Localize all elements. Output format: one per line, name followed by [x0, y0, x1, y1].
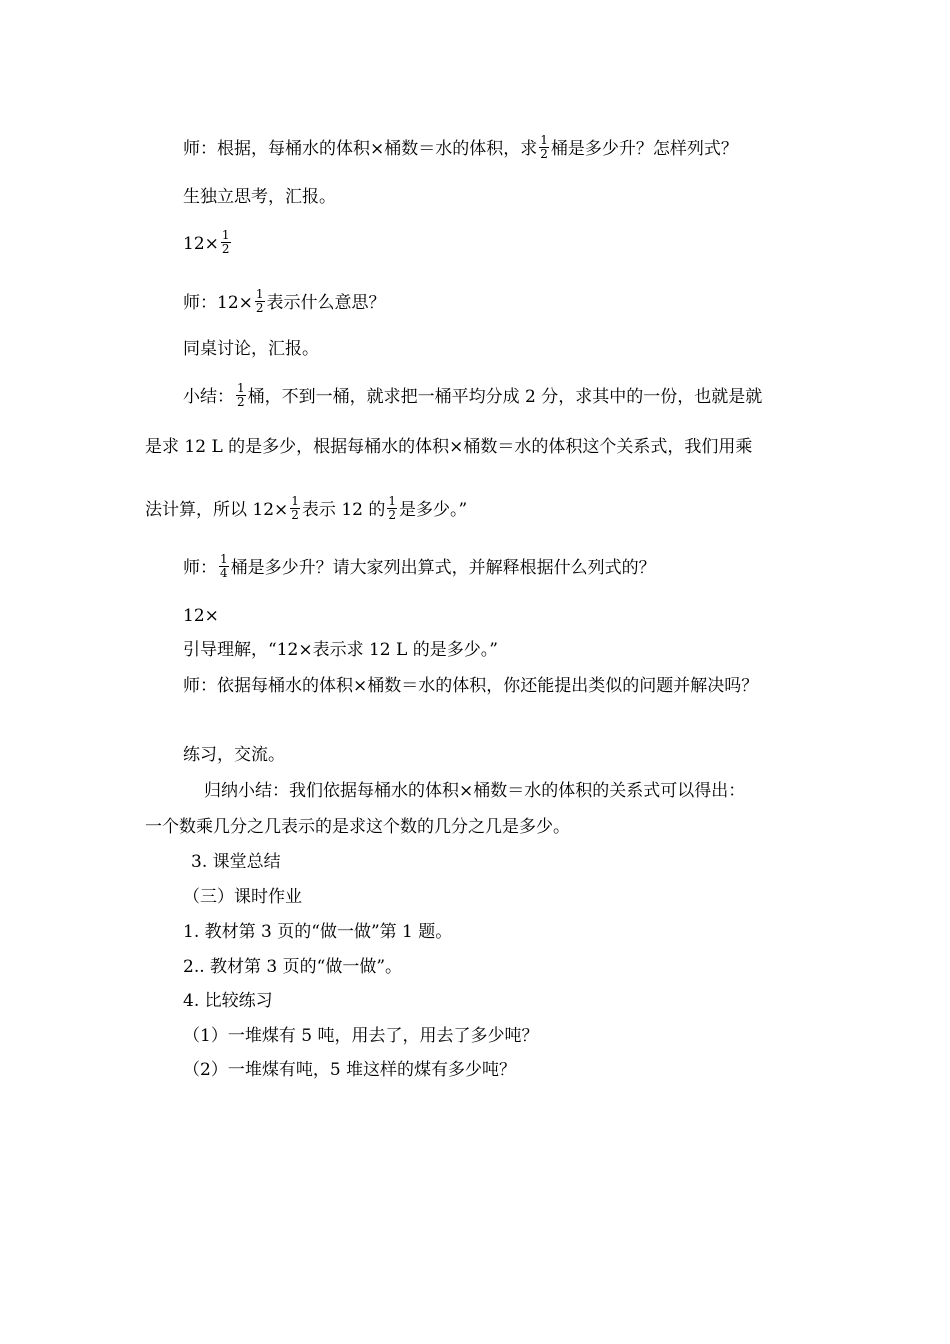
- section-heading-homework: （三）课时作业: [183, 887, 302, 907]
- paragraph-teacher-question-1: [183, 133, 738, 163]
- paragraph-summary-end: [145, 494, 468, 524]
- practice-question-2: （2）一堆煤有吨，5 堆这样的煤有多少吨？: [183, 1060, 517, 1080]
- text-segment: 桶是多少升？怎样列式？: [550, 139, 738, 159]
- text-segment: 是多少。”: [399, 500, 468, 520]
- fraction-numerator: 1: [255, 287, 264, 301]
- fraction-denominator: 2: [237, 395, 245, 409]
- section-heading-summary: 3. 课堂总结: [191, 852, 281, 872]
- fraction-numerator: 1: [388, 494, 397, 508]
- fraction-one-half: [236, 382, 246, 409]
- text-segment: 表示 12 的: [301, 500, 386, 520]
- fraction-one-half: [387, 495, 397, 522]
- paragraph-expression-2: 12×: [183, 606, 219, 626]
- fraction-one-half: [290, 495, 300, 522]
- homework-item-1: 1. 教材第 3 页的“做一做”第 1 题。: [183, 922, 453, 942]
- paragraph-summary: [183, 381, 763, 411]
- paragraph-guide: 引导理解，“12×表示求 12 L 的是多少。”: [183, 640, 498, 660]
- paragraph-teacher-question-4: 师：依据每桶水的体积×桶数＝水的体积，你还能提出类似的问题并解决吗？: [183, 676, 759, 696]
- fraction-denominator: 2: [221, 242, 230, 256]
- paragraph-discussion: 同桌讨论，汇报。: [183, 339, 319, 359]
- paragraph-practice: 练习，交流。: [183, 745, 285, 765]
- paragraph-student-report: 生独立思考，汇报。: [183, 187, 336, 207]
- fraction-one-quarter: [219, 553, 229, 580]
- text-segment: 师：根据，每桶水的体积×桶数＝水的体积，求: [183, 139, 538, 159]
- text-segment: 师：: [183, 558, 217, 578]
- text-segment: 桶，不到一桶，就求把一桶平均分成 2 分，求其中的一份，也就是就: [247, 387, 763, 407]
- text-segment: 法计算，所以 12×: [145, 500, 289, 520]
- text-segment: 桶是多少升？请大家列出算式，并解释根据什么列式的？: [230, 558, 656, 578]
- paragraph-summary-continued: 是求 12 L 的是多少，根据每桶水的体积×桶数＝水的体积这个关系式，我们用乘: [145, 437, 753, 457]
- practice-question-1: （1）一堆煤有 5 吨，用去了，用去了多少吨？: [183, 1026, 539, 1046]
- paragraph-conclusion-continued: 一个数乘几分之几表示的是求这个数的几分之几是多少。: [145, 817, 570, 837]
- fraction-numerator: 1: [221, 228, 230, 242]
- fraction-numerator: 1: [291, 494, 299, 508]
- fraction-numerator: 1: [237, 381, 245, 395]
- fraction-denominator: 4: [220, 566, 228, 580]
- text-segment: 师：12×: [183, 293, 253, 313]
- homework-item-4: 4. 比较练习: [183, 991, 273, 1011]
- homework-item-2: 2.. 教材第 3 页的“做一做”。: [183, 957, 403, 977]
- text-segment: 表示什么意思？: [266, 293, 386, 313]
- fraction-denominator: 2: [388, 508, 397, 522]
- paragraph-conclusion: 归纳小结：我们依据每桶水的体积×桶数＝水的体积的关系式可以得出：: [204, 781, 746, 801]
- text-segment: 12×: [183, 234, 219, 254]
- fraction-denominator: 2: [255, 301, 264, 315]
- fraction-one-half: [539, 134, 549, 161]
- fraction-denominator: 2: [291, 508, 299, 522]
- fraction-denominator: 2: [540, 147, 548, 161]
- text-segment: 小结：: [183, 387, 234, 407]
- paragraph-teacher-question-3: [183, 552, 656, 582]
- paragraph-teacher-question-2: [183, 287, 386, 317]
- fraction-numerator: 1: [540, 133, 548, 147]
- fraction-one-half: [255, 288, 265, 315]
- paragraph-expression: [183, 228, 233, 258]
- fraction-numerator: 1: [220, 552, 228, 566]
- fraction-one-half: [221, 229, 231, 256]
